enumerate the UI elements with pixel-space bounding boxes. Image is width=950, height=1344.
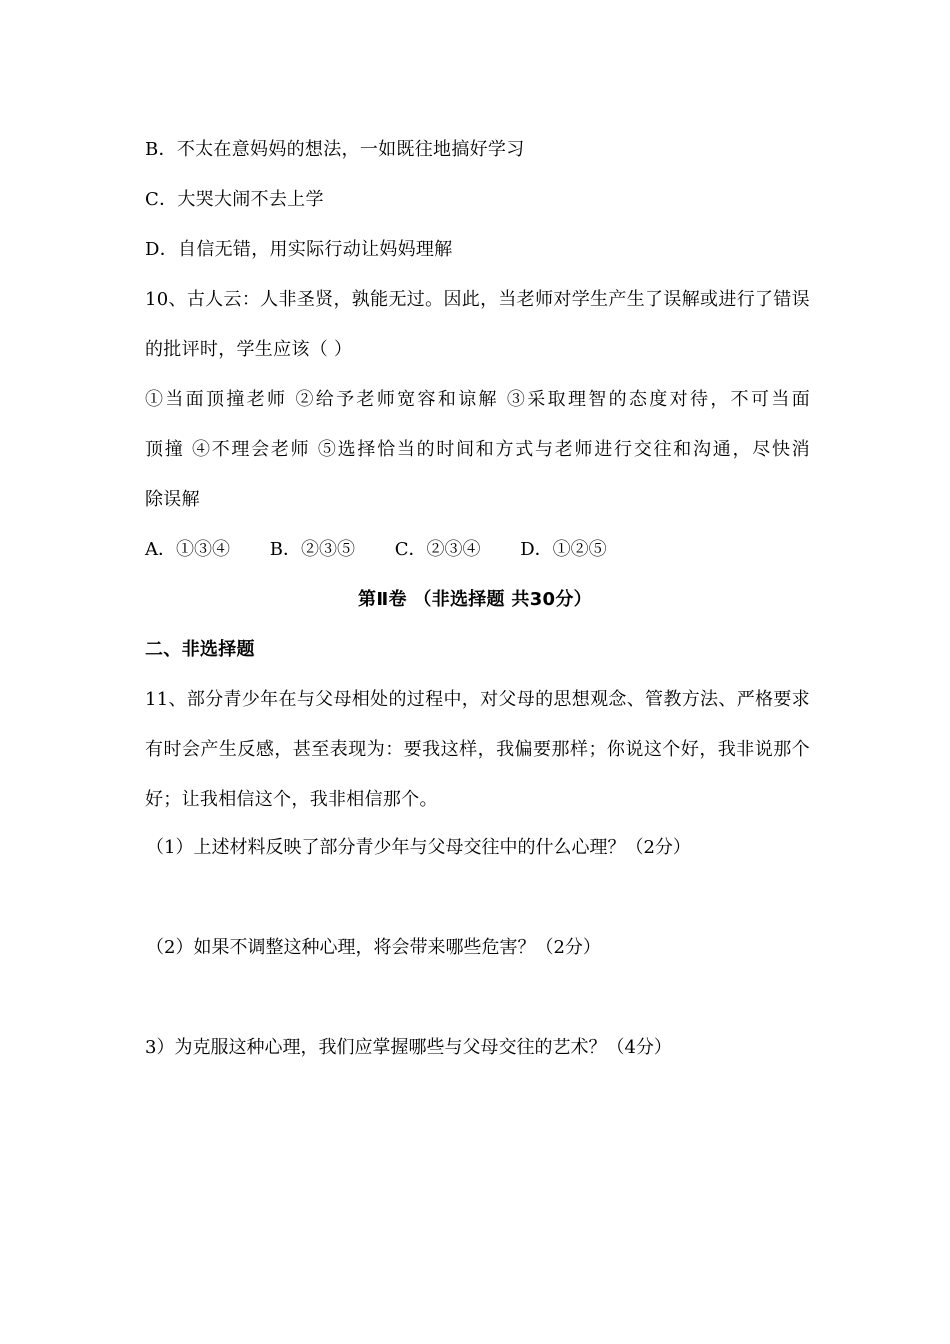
q10-items-line-2: 顶撞 ④不理会老师 ⑤选择恰当的时间和方式与老师进行交往和沟通，尽快消 — [145, 439, 810, 460]
q10-items-line-1: ①当面顶撞老师 ②给予老师宽容和谅解 ③采取理智的态度对待，不可当面 — [145, 389, 810, 410]
q11-stem-line-1: 11、部分青少年在与父母相处的过程中，对父母的思想观念、管教方法、严格要求 — [145, 689, 810, 710]
q10-items-line-3: 除误解 — [145, 489, 200, 510]
q11-stem-line-3: 好；让我相信这个，我非相信那个。 — [145, 789, 438, 810]
q9-option-c: C．大哭大闹不去上学 — [145, 189, 324, 210]
q11-sub-question-1: （1）上述材料反映了部分青少年与父母交往中的什么心理？（2分） — [146, 837, 691, 858]
q10-choice-b: B．②③⑤ — [269, 539, 355, 560]
q11-sub-question-3: 3）为克服这种心理，我们应掌握哪些与父母交往的艺术？（4分） — [145, 1037, 672, 1058]
q10-choices — [145, 537, 641, 563]
q11-stem-line-2: 有时会产生反感，甚至表现为：要我这样，我偏要那样；你说这个好，我非说那个 — [145, 739, 810, 760]
q10-stem-line-1: 10、古人云：人非圣贤，孰能无过。因此，当老师对学生产生了误解或进行了错误 — [145, 289, 810, 310]
q10-choice-a: A．①③④ — [145, 539, 230, 560]
q9-option-b: B．不太在意妈妈的想法，一如既往地搞好学习 — [145, 139, 525, 160]
q10-stem-line-2: 的批评时，学生应该（ ） — [145, 339, 353, 360]
part2-title: 第Ⅱ卷 （非选择题 共30分） — [358, 589, 592, 610]
q9-option-d: D．自信无错，用实际行动让妈妈理解 — [145, 239, 453, 260]
section-heading: 二、非选择题 — [145, 639, 255, 660]
q10-choice-d: D．①②⑤ — [520, 539, 607, 560]
q11-sub-question-2: （2）如果不调整这种心理，将会带来哪些危害？（2分） — [146, 937, 601, 958]
q10-choice-c: C．②③④ — [394, 539, 481, 560]
